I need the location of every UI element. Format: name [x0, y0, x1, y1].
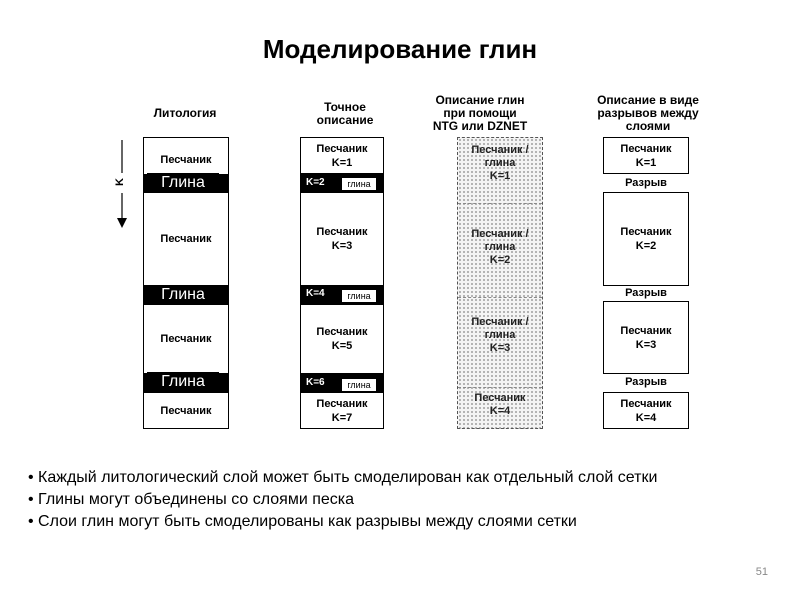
ntg-layer-k2	[458, 204, 542, 298]
page-number: 51	[755, 566, 768, 578]
litho-sand-1-label: Песчаник	[160, 153, 212, 166]
litho-sand-2-label: Песчаник	[160, 233, 212, 245]
bullet-item-3: • Слои глин могут быть смоделированы как разрывы между слоями сетки	[28, 513, 577, 530]
gaps-k2-label: K=2	[635, 240, 657, 252]
gaps-k1-label: K=1	[635, 156, 657, 169]
litho-sand-3-label: Песчаник	[160, 333, 212, 345]
gaps-k1-sand: Песчаник	[620, 142, 672, 155]
exact-k7-label: K=7	[331, 411, 353, 424]
gaps-k4-label: K=4	[635, 411, 657, 424]
ntg-k2-label: K=2	[489, 254, 511, 266]
exact-k3-sand: Песчаник	[316, 226, 368, 238]
litho-sand-4-label: Песчаник	[160, 404, 212, 417]
page-title: Моделирование глин	[262, 34, 538, 64]
litho-sand-3	[143, 304, 229, 374]
column-header-lithology: Литология	[153, 106, 217, 120]
ntg-layer-k4	[458, 388, 542, 427]
exact-k2-label: K=2	[306, 177, 325, 188]
ntg-k2-sand: Песчаник /	[471, 228, 529, 240]
exact-k1-label: K=1	[331, 156, 353, 169]
column-header-exact-line2: описание	[316, 113, 374, 127]
column-header-ntg-line2: при помощи	[443, 106, 517, 120]
column-header-exact	[300, 101, 390, 127]
ntg-k4-sand: Песчаник	[474, 392, 526, 404]
ntg-k1-label: K=1	[489, 170, 511, 182]
exact-k6-clay: глина	[342, 379, 376, 391]
column-header-exact-line1: Точное	[324, 100, 366, 114]
ntg-column	[457, 137, 543, 429]
exact-layer-k5	[300, 304, 384, 374]
bullet-item-2: • Глины могут объединены со слоями песка	[28, 491, 355, 508]
litho-sand-4	[143, 392, 229, 429]
ntg-k3-clay: глина	[484, 329, 516, 341]
exact-k4-clay: глина	[342, 290, 376, 302]
gaps-layer-k3	[603, 301, 689, 374]
litho-clay-1-label: Глина	[147, 173, 219, 193]
ntg-k3-label: K=3	[489, 342, 511, 354]
gaps-k2-sand: Песчаник	[620, 226, 672, 238]
ntg-layer-k1	[458, 138, 542, 204]
gaps-k3-sand: Песчаник	[620, 324, 672, 337]
litho-clay-2-label: Глина	[147, 285, 219, 305]
ntg-k2-clay: глина	[484, 241, 516, 253]
gaps-k3-label: K=3	[635, 338, 657, 351]
gaps-gap-1: Разрыв	[625, 177, 667, 189]
ntg-k4-label: K=4	[489, 405, 511, 417]
gaps-gap-3: Разрыв	[625, 376, 667, 388]
ntg-k3-sand: Песчаник /	[471, 316, 529, 328]
column-header-ntg	[410, 94, 550, 133]
column-header-ntg-line3: NTG или DZNET	[432, 119, 528, 133]
exact-k2-clay: глина	[342, 178, 376, 190]
ntg-layer-k3	[458, 298, 542, 388]
column-header-gaps-line1: Описание в виде	[597, 93, 699, 107]
exact-layer-k7	[300, 392, 384, 429]
exact-k5-sand: Песчаник	[316, 326, 368, 338]
exact-k4-label: K=4	[306, 288, 325, 299]
gaps-layer-k2	[603, 192, 689, 286]
column-header-gaps-line2: разрывов между	[597, 106, 699, 120]
exact-k5-label: K=5	[331, 340, 353, 352]
exact-k1-sand: Песчаник	[316, 142, 368, 155]
gaps-gap-2: Разрыв	[625, 287, 667, 299]
litho-sand-2	[143, 192, 229, 286]
bullet-item-1: • Каждый литологический слой может быть смоделирован как отдельный слой сетки	[28, 469, 658, 486]
column-header-ntg-line1: Описание глин	[435, 93, 525, 107]
gaps-layer-k1	[603, 137, 689, 174]
exact-layer-k3	[300, 192, 384, 286]
ntg-k1-sand: Песчаник /	[471, 144, 529, 156]
exact-k7-sand: Песчаник	[316, 397, 368, 410]
bullet-list	[28, 467, 773, 533]
column-header-gaps	[568, 94, 728, 133]
k-axis-label: K	[113, 178, 126, 186]
exact-k6-label: K=6	[306, 377, 325, 388]
exact-layer-k1	[300, 137, 384, 174]
ntg-k1-clay: глина	[484, 157, 516, 169]
column-header-gaps-line3: слоями	[625, 119, 671, 133]
gaps-k4-sand: Песчаник	[620, 397, 672, 410]
litho-clay-3-label: Глина	[147, 372, 219, 392]
gaps-layer-k4	[603, 392, 689, 429]
exact-k3-label: K=3	[331, 240, 353, 252]
